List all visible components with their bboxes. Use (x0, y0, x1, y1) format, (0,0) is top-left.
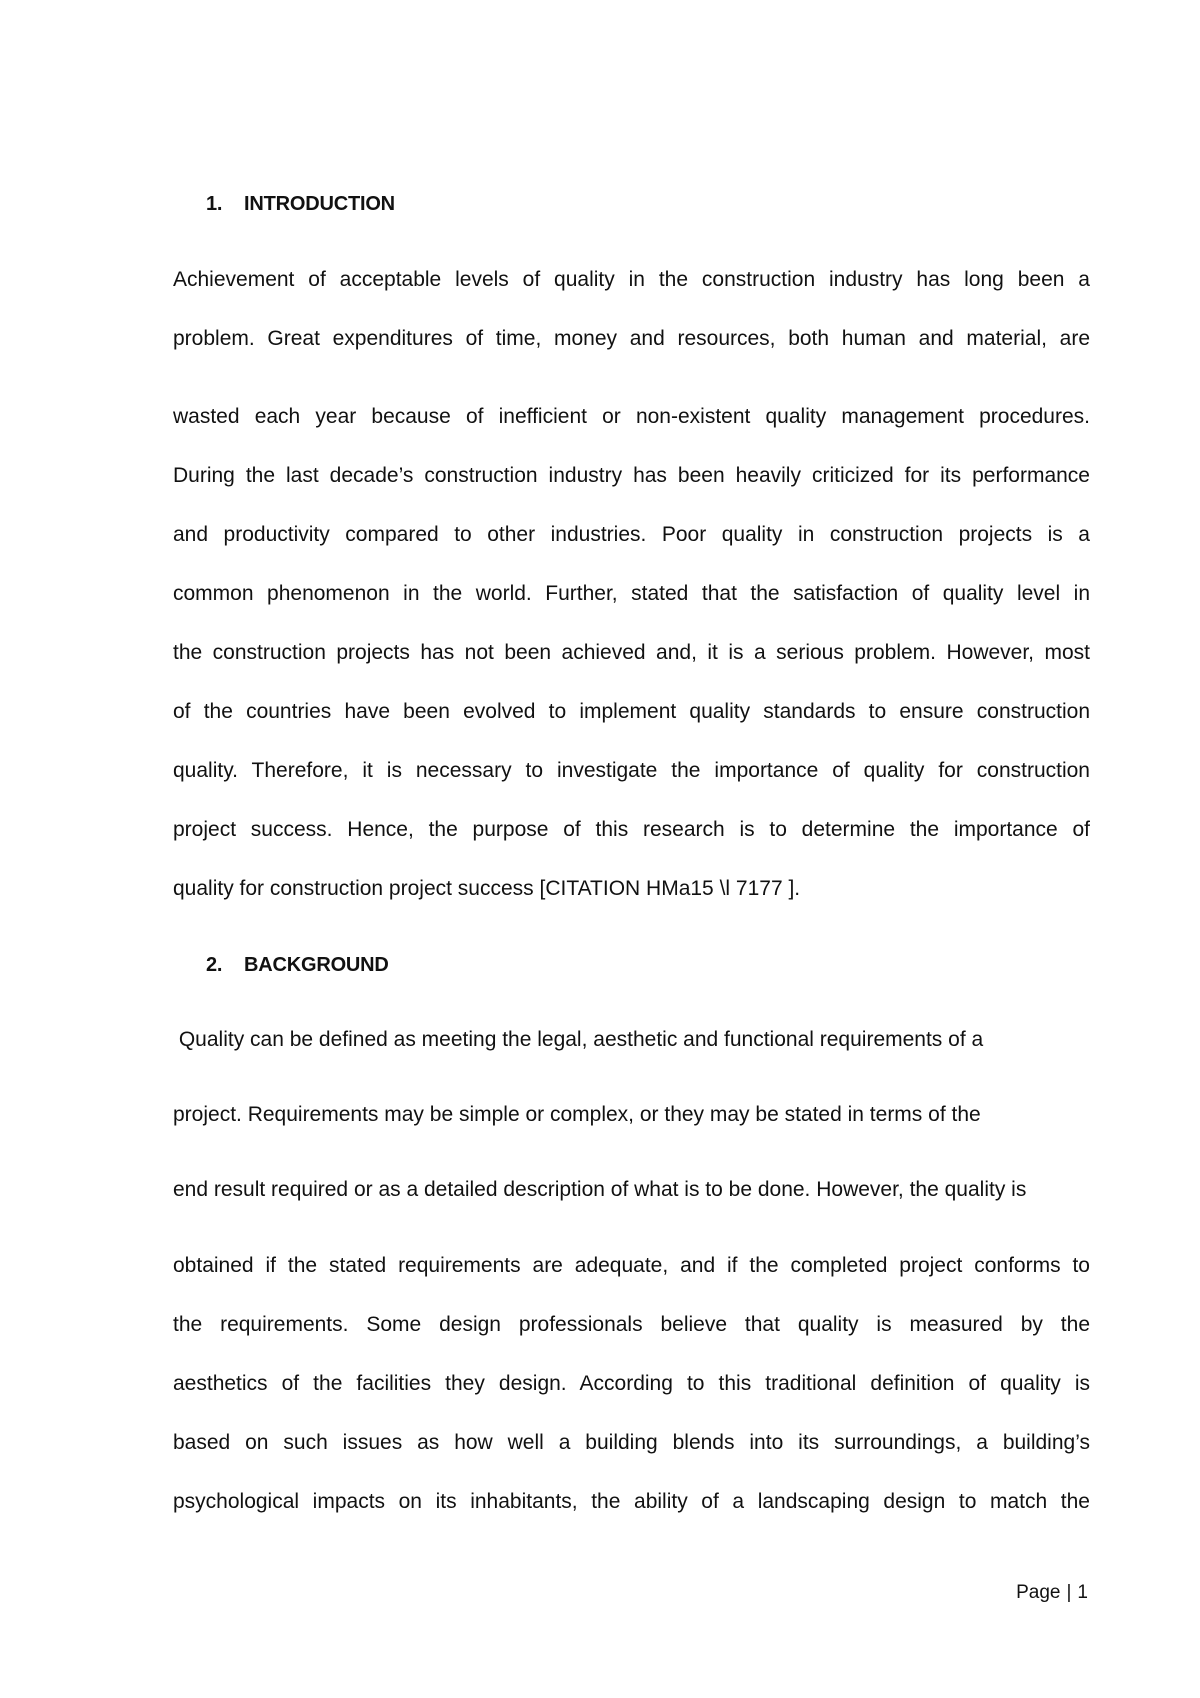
paragraph-line: aesthetics of the facilities they design. According to this traditional definition of quality is (173, 1372, 1090, 1395)
page-separator: | (1066, 1582, 1072, 1603)
paragraph-line: and productivity compared to other industries. Poor quality in construction projects is a (173, 523, 1090, 546)
paragraph-line: project success. Hence, the purpose of this research is to determine the importance of (173, 818, 1090, 841)
section-number: 2. (206, 954, 223, 976)
paragraph-line: of the countries have been evolved to implement quality standards to ensure construction (173, 700, 1090, 723)
paragraph-line: project. Requirements may be simple or complex, or they may be stated in terms of the (173, 1103, 981, 1126)
page-label: Page (1016, 1582, 1061, 1603)
paragraph-line: quality. Therefore, it is necessary to investigate the importance of quality for construction (173, 759, 1090, 782)
page-footer (1016, 1582, 1088, 1604)
section-heading-introduction (206, 193, 395, 216)
paragraph-line: Achievement of acceptable levels of quality in the construction industry has long been a (173, 268, 1090, 291)
paragraph-line: the construction projects has not been achieved and, it is a serious problem. However, most (173, 641, 1090, 664)
paragraph-line: wasted each year because of inefficient or non-existent quality management procedures. (173, 405, 1090, 428)
section-number: 1. (206, 193, 223, 215)
paragraph-line: common phenomenon in the world. Further, stated that the satisfaction of quality level in (173, 582, 1090, 605)
paragraph-line: based on such issues as how well a building blends into its surroundings, a building’s (173, 1431, 1090, 1454)
section-title: INTRODUCTION (244, 193, 395, 215)
section-title: BACKGROUND (244, 954, 389, 976)
paragraph-line: problem. Great expenditures of time, money and resources, both human and material, are (173, 327, 1090, 350)
section-heading-background (206, 954, 389, 977)
paragraph-line: During the last decade’s construction industry has been heavily criticized for its performance (173, 464, 1090, 487)
paragraph-line: the requirements. Some design professionals believe that quality is measured by the (173, 1313, 1090, 1336)
page-number: 1 (1077, 1582, 1088, 1603)
paragraph-line: Quality can be defined as meeting the legal, aesthetic and functional requirements of a (173, 1028, 984, 1051)
paragraph-line: psychological impacts on its inhabitants, the ability of a landscaping design to match the (173, 1490, 1090, 1513)
paragraph-line: obtained if the stated requirements are adequate, and if the completed project conforms to (173, 1254, 1090, 1277)
paragraph-line: quality for construction project success [CITATION HMa15 \l 7177 ]. (173, 877, 801, 900)
paragraph-line: end result required or as a detailed description of what is to be done. However, the quality is (173, 1178, 1027, 1201)
